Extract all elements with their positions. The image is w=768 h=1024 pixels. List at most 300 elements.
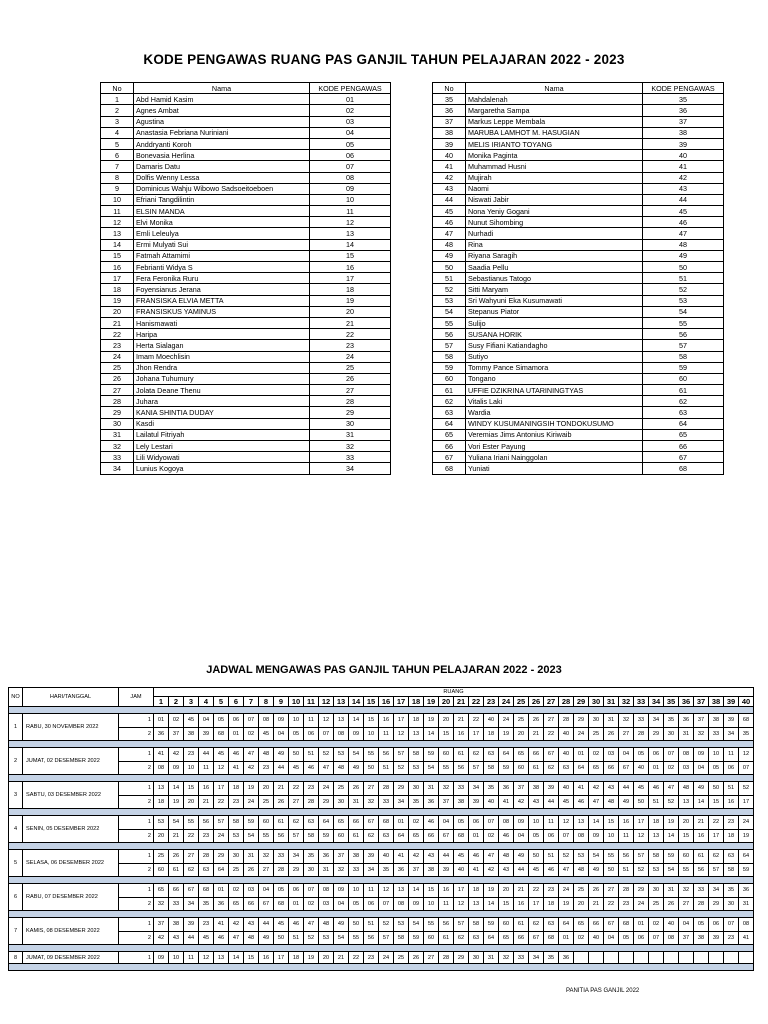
supervisor-code-cell: 08 [499,816,514,830]
supervisor-code-cell: 17 [469,727,484,741]
supervisor-name: Markus Leppe Membala [466,116,643,127]
supervisor-code-cell [709,952,724,964]
supervisor-code-cell: 39 [439,863,454,877]
supervisor-code-cell: 13 [574,816,589,830]
supervisor-code-cell: 57 [709,863,724,877]
supervisor-code-cell: 15 [244,952,259,964]
supervisor-code: 59 [643,362,724,373]
supervisor-code: 11 [310,206,391,217]
supervisor-code-cell: 16 [259,952,274,964]
supervisor-code-cell: 57 [469,761,484,775]
table-row [433,161,724,172]
supervisor-code-cell: 33 [379,795,394,809]
supervisor-code-cell: 40 [454,863,469,877]
supervisor-code-cell: 30 [724,897,739,911]
row-number: 61 [433,385,466,396]
supervisor-code-cell: 26 [169,850,184,864]
supervisor-code-cell: 61 [349,829,364,843]
supervisor-code-cell: 11 [184,952,199,964]
supervisor-code-cell: 53 [394,918,409,932]
supervisor-code-cell: 24 [244,795,259,809]
row-number: 14 [101,239,134,250]
supervisor-code: 63 [643,407,724,418]
supervisor-code-cell: 04 [604,931,619,945]
supervisor-code-cell: 23 [724,816,739,830]
room-number: 18 [409,697,424,707]
header-no: No [101,83,134,94]
supervisor-code-cell: 33 [709,727,724,741]
supervisor-code-cell: 45 [559,795,574,809]
supervisor-name: Febrianti Widya S [134,262,310,273]
supervisor-code-cell: 45 [634,782,649,796]
schedule-row [9,931,754,945]
supervisor-code-cell: 65 [229,897,244,911]
supervisor-code-cell: 14 [424,727,439,741]
table-row [101,94,391,105]
supervisor-code-cell: 55 [424,918,439,932]
supervisor-code-table-right [432,82,724,475]
supervisor-code-cell: 04 [679,918,694,932]
supervisor-code-cell: 24 [739,816,754,830]
supervisor-code-cell: 37 [409,863,424,877]
supervisor-name: Vori Ester Payung [466,441,643,452]
supervisor-code-cell: 44 [544,795,559,809]
supervisor-code-cell: 65 [589,761,604,775]
supervisor-code-cell: 05 [709,761,724,775]
supervisor-code-cell: 14 [169,782,184,796]
supervisor-code: 48 [643,239,724,250]
supervisor-code-cell: 48 [574,863,589,877]
supervisor-code-cell: 52 [394,761,409,775]
supervisor-code-cell: 03 [604,748,619,762]
room-number: 39 [724,697,739,707]
supervisor-code-cell: 67 [619,761,634,775]
supervisor-code-cell: 37 [154,918,169,932]
supervisor-code-cell: 31 [739,897,754,911]
supervisor-code-cell: 42 [154,931,169,945]
supervisor-code-cell: 66 [514,931,529,945]
supervisor-name: Tommy Pance Simamora [466,362,643,373]
supervisor-code-cell: 57 [454,918,469,932]
supervisor-code-cell: 22 [184,829,199,843]
table-row [101,262,391,273]
supervisor-code-cell: 14 [664,829,679,843]
supervisor-name: Sitti Maryam [466,284,643,295]
supervisor-code-cell: 25 [394,952,409,964]
supervisor-code-cell: 09 [334,884,349,898]
supervisor-code-cell: 21 [454,714,469,728]
supervisor-code-cell: 51 [619,863,634,877]
row-number: 15 [101,250,134,261]
supervisor-code-cell: 27 [184,850,199,864]
supervisor-code-cell: 20 [259,782,274,796]
separator [9,843,754,850]
supervisor-code-cell: 53 [649,863,664,877]
table-row [101,138,391,149]
supervisor-code-cell: 15 [604,816,619,830]
supervisor-code-cell: 61 [439,931,454,945]
room-number: 38 [709,697,724,707]
supervisor-name: Fatmah Attamimi [134,250,310,261]
row-number: 3 [101,116,134,127]
supervisor-code-cell: 38 [529,782,544,796]
supervisor-code-cell: 61 [694,850,709,864]
supervisor-name: Dolfis Wenny Lessa [134,172,310,183]
supervisor-code-cell: 12 [454,897,469,911]
supervisor-name: Dominicus Wahju Wibowo Sadsoeitoeboen [134,183,310,194]
supervisor-code-cell: 64 [739,850,754,864]
room-number: 10 [289,697,304,707]
supervisor-code-cell: 22 [529,884,544,898]
supervisor-code-cell: 08 [259,714,274,728]
supervisor-code: 47 [643,228,724,239]
room-number: 15 [364,697,379,707]
supervisor-code-cell: 11 [544,816,559,830]
supervisor-code-cell: 10 [424,897,439,911]
supervisor-code-cell: 26 [349,782,364,796]
row-number: 62 [433,396,466,407]
room-number: 14 [349,697,364,707]
supervisor-code-cell: 09 [169,761,184,775]
supervisor-code-cell: 61 [454,748,469,762]
supervisor-code-cell: 52 [664,795,679,809]
supervisor-code-cell: 23 [619,897,634,911]
schedule-row [9,714,754,728]
row-number: 64 [433,418,466,429]
supervisor-code-cell: 42 [244,761,259,775]
supervisor-code: 44 [643,194,724,205]
supervisor-code-cell: 42 [409,850,424,864]
supervisor-code-cell: 54 [664,863,679,877]
supervisor-code-cell: 21 [589,897,604,911]
supervisor-code-cell: 59 [739,863,754,877]
session-number: 1 [119,816,154,830]
supervisor-code-cell: 20 [439,714,454,728]
supervisor-code-cell: 08 [574,829,589,843]
row-number: 39 [433,138,466,149]
supervisor-code-cell: 54 [424,761,439,775]
supervisor-code: 13 [310,228,391,239]
supervisor-code-cell: 19 [499,727,514,741]
supervisor-code-cell: 68 [274,897,289,911]
session-number: 1 [119,884,154,898]
row-number: 67 [433,452,466,463]
supervisor-name: ELSIN MANDA [134,206,310,217]
supervisor-code-table-left [100,82,391,475]
supervisor-name: Saadia Pellu [466,262,643,273]
supervisor-code-cell: 51 [649,795,664,809]
supervisor-code: 36 [643,105,724,116]
schedule-row [9,884,754,898]
table-row [433,262,724,273]
supervisor-code-cell: 59 [319,829,334,843]
supervisor-code-cell: 07 [664,748,679,762]
session-number: 2 [119,795,154,809]
supervisor-code-cell: 34 [394,795,409,809]
supervisor-code-cell: 46 [229,748,244,762]
supervisor-code-cell: 37 [514,782,529,796]
supervisor-code-cell: 35 [304,850,319,864]
supervisor-code-cell: 65 [334,816,349,830]
supervisor-code-cell: 67 [544,748,559,762]
supervisor-code-cell: 44 [514,863,529,877]
separator [9,809,754,816]
supervisor-code-cell: 10 [709,748,724,762]
row-number: 29 [101,407,134,418]
supervisor-code-cell: 11 [724,748,739,762]
separator [9,964,754,971]
supervisor-code-cell: 21 [169,829,184,843]
supervisor-code-cell: 63 [379,829,394,843]
schedule-title: JADWAL MENGAWAS PAS GANJIL TAHUN PELAJARAN 2022 - 2023 [206,664,562,676]
supervisor-code-cell: 46 [544,863,559,877]
supervisor-code: 34 [310,463,391,474]
supervisor-code-cell: 42 [514,795,529,809]
separator-row [9,964,754,971]
supervisor-code-cell: 40 [559,748,574,762]
table-row [433,385,724,396]
supervisor-code-cell: 47 [229,931,244,945]
supervisor-code-cell: 40 [484,714,499,728]
supervisor-code: 09 [310,183,391,194]
separator [9,707,754,714]
supervisor-code-cell: 01 [289,897,304,911]
room-number: 22 [469,697,484,707]
supervisor-code-cell: 47 [319,761,334,775]
supervisor-code-cell: 62 [454,931,469,945]
supervisor-code-cell: 61 [169,863,184,877]
supervisor-code-cell: 07 [739,761,754,775]
room-number: 26 [529,697,544,707]
separator-row [9,877,754,884]
supervisor-code-cell: 59 [499,761,514,775]
supervisor-code-cell: 68 [454,829,469,843]
supervisor-name: Foyensianus Jerana [134,284,310,295]
supervisor-code-cell: 55 [364,748,379,762]
row-number: 54 [433,306,466,317]
day-date: SELASA, 06 DESEMBER 2022 [23,850,119,877]
supervisor-code-cell: 51 [379,761,394,775]
supervisor-code-cell: 16 [694,829,709,843]
supervisor-code-cell: 08 [394,897,409,911]
supervisor-code-cell: 68 [379,816,394,830]
supervisor-code-cell: 06 [709,918,724,932]
supervisor-code-cell: 05 [619,931,634,945]
supervisor-code-cell: 16 [514,897,529,911]
table-row [433,273,724,284]
supervisor-code-cell: 20 [574,897,589,911]
supervisor-code-cell [739,952,754,964]
supervisor-code-cell: 44 [439,850,454,864]
row-number: 22 [101,329,134,340]
supervisor-code-cell: 36 [559,952,574,964]
supervisor-code: 30 [310,418,391,429]
supervisor-code-cell: 20 [184,795,199,809]
row-number: 52 [433,284,466,295]
supervisor-code-cell: 07 [379,897,394,911]
table-row [101,340,391,351]
supervisor-code-cell: 60 [334,829,349,843]
supervisor-code-cell: 26 [604,727,619,741]
supervisor-code-cell: 36 [679,714,694,728]
day-date: JUMAT, 02 DESEMBER 2022 [23,748,119,775]
room-number: 24 [499,697,514,707]
day-number: 5 [9,850,23,877]
supervisor-code-cell: 52 [319,748,334,762]
supervisor-code-cell: 06 [289,884,304,898]
supervisor-name: Mahdalenah [466,94,643,105]
supervisor-code-cell: 58 [229,816,244,830]
supervisor-code-cell: 37 [439,795,454,809]
table-row [101,183,391,194]
supervisor-code-cell: 09 [154,952,169,964]
supervisor-code-cell [604,952,619,964]
supervisor-name: Lunius Kogoya [134,463,310,474]
supervisor-code: 68 [643,463,724,474]
supervisor-code-cell: 52 [559,850,574,864]
row-number: 56 [433,329,466,340]
supervisor-code-cell: 17 [214,782,229,796]
supervisor-code-cell: 56 [454,761,469,775]
supervisor-code-cell: 34 [184,897,199,911]
supervisor-code-cell: 11 [304,714,319,728]
supervisor-code: 50 [643,262,724,273]
header-row [101,83,391,94]
supervisor-code-cell: 15 [439,727,454,741]
row-number: 27 [101,385,134,396]
supervisor-code: 25 [310,362,391,373]
header-day: HARI/TANGGAL [23,688,119,707]
row-number: 16 [101,262,134,273]
room-number: 5 [214,697,229,707]
schedule-row [9,918,754,932]
supervisor-code-cell: 14 [409,884,424,898]
supervisor-code-cell: 57 [634,850,649,864]
supervisor-code-cell: 31 [484,952,499,964]
header-no: No [433,83,466,94]
supervisor-code-cell: 13 [214,952,229,964]
supervisor-code-cell: 08 [679,748,694,762]
supervisor-code-cell: 34 [364,863,379,877]
supervisor-name: Elvi Monika [134,217,310,228]
supervisor-code-cell: 06 [649,748,664,762]
supervisor-code-cell: 44 [274,761,289,775]
supervisor-code: 14 [310,239,391,250]
supervisor-name: Mujirah [466,172,643,183]
day-date: RABU, 07 DESEMBER 2022 [23,884,119,911]
supervisor-code-cell: 16 [199,782,214,796]
supervisor-name: Sebastianus Tatogo [466,273,643,284]
supervisor-code-cell: 41 [229,761,244,775]
supervisor-code-cell: 05 [634,748,649,762]
supervisor-name: Margaretha Sampa [466,105,643,116]
supervisor-code: 16 [310,262,391,273]
supervisor-code-cell: 63 [199,863,214,877]
supervisor-name: Monika Paginta [466,150,643,161]
supervisor-code-cell: 10 [364,727,379,741]
supervisor-code-cell: 63 [484,748,499,762]
table-row [433,138,724,149]
row-number: 43 [433,183,466,194]
supervisor-code-cell: 65 [574,918,589,932]
supervisor-code-cell: 51 [364,918,379,932]
supervisor-code-cell: 16 [724,795,739,809]
supervisor-name: Susy Fifiani Katiandagho [466,340,643,351]
supervisor-code-cell: 56 [199,816,214,830]
supervisor-code-cell: 59 [424,748,439,762]
supervisor-code-cell: 61 [274,816,289,830]
supervisor-code-cell: 63 [304,816,319,830]
row-number: 60 [433,373,466,384]
supervisor-code-cell: 08 [739,918,754,932]
supervisor-code-cell: 41 [214,918,229,932]
header-code: KODE PENGAWAS [310,83,391,94]
supervisor-code-cell: 61 [529,761,544,775]
day-date: SENIN, 05 DESEMBER 2022 [23,816,119,843]
supervisor-code-cell: 47 [304,918,319,932]
room-number: 28 [559,697,574,707]
supervisor-code-cell: 45 [289,761,304,775]
supervisor-code-cell: 32 [334,863,349,877]
table-row [101,362,391,373]
supervisor-code-cell: 49 [259,931,274,945]
supervisor-code-cell: 59 [244,816,259,830]
supervisor-code-cell: 06 [634,931,649,945]
room-number: 36 [679,697,694,707]
supervisor-code-cell: 65 [154,884,169,898]
supervisor-name: Jolata Deane Thenu [134,385,310,396]
supervisor-code-cell: 43 [499,863,514,877]
supervisor-code-cell: 31 [664,884,679,898]
table-row [433,429,724,440]
room-number: 1 [154,697,169,707]
supervisor-code-cell: 19 [424,714,439,728]
supervisor-code-cell: 54 [349,748,364,762]
supervisor-code-cell: 31 [349,795,364,809]
supervisor-code-cell: 32 [364,795,379,809]
supervisor-code-cell: 29 [319,795,334,809]
supervisor-code-cell: 48 [604,795,619,809]
supervisor-code-cell: 19 [244,782,259,796]
supervisor-code-cell: 26 [529,714,544,728]
supervisor-code-cell: 28 [439,952,454,964]
supervisor-code-cell: 32 [679,884,694,898]
schedule-row [9,727,754,741]
supervisor-code: 37 [643,116,724,127]
supervisor-code-cell: 67 [259,897,274,911]
supervisor-code-cell: 58 [469,918,484,932]
row-number: 65 [433,429,466,440]
supervisor-name: Fera Feronika Ruru [134,273,310,284]
supervisor-code-cell: 28 [199,850,214,864]
supervisor-code-cell: 18 [724,829,739,843]
supervisor-code-cell: 67 [364,816,379,830]
session-number: 1 [119,714,154,728]
header-name: Nama [466,83,643,94]
supervisor-code-cell: 39 [544,782,559,796]
supervisor-code-cell: 04 [514,829,529,843]
room-number: 16 [379,697,394,707]
room-number: 23 [484,697,499,707]
table-row [101,161,391,172]
supervisor-code-cell: 02 [484,829,499,843]
supervisor-code-cell: 27 [544,714,559,728]
supervisor-code: 07 [310,161,391,172]
table-row [101,116,391,127]
supervisor-code-cell: 58 [409,748,424,762]
room-number: 9 [274,697,289,707]
supervisor-code-cell: 23 [199,918,214,932]
